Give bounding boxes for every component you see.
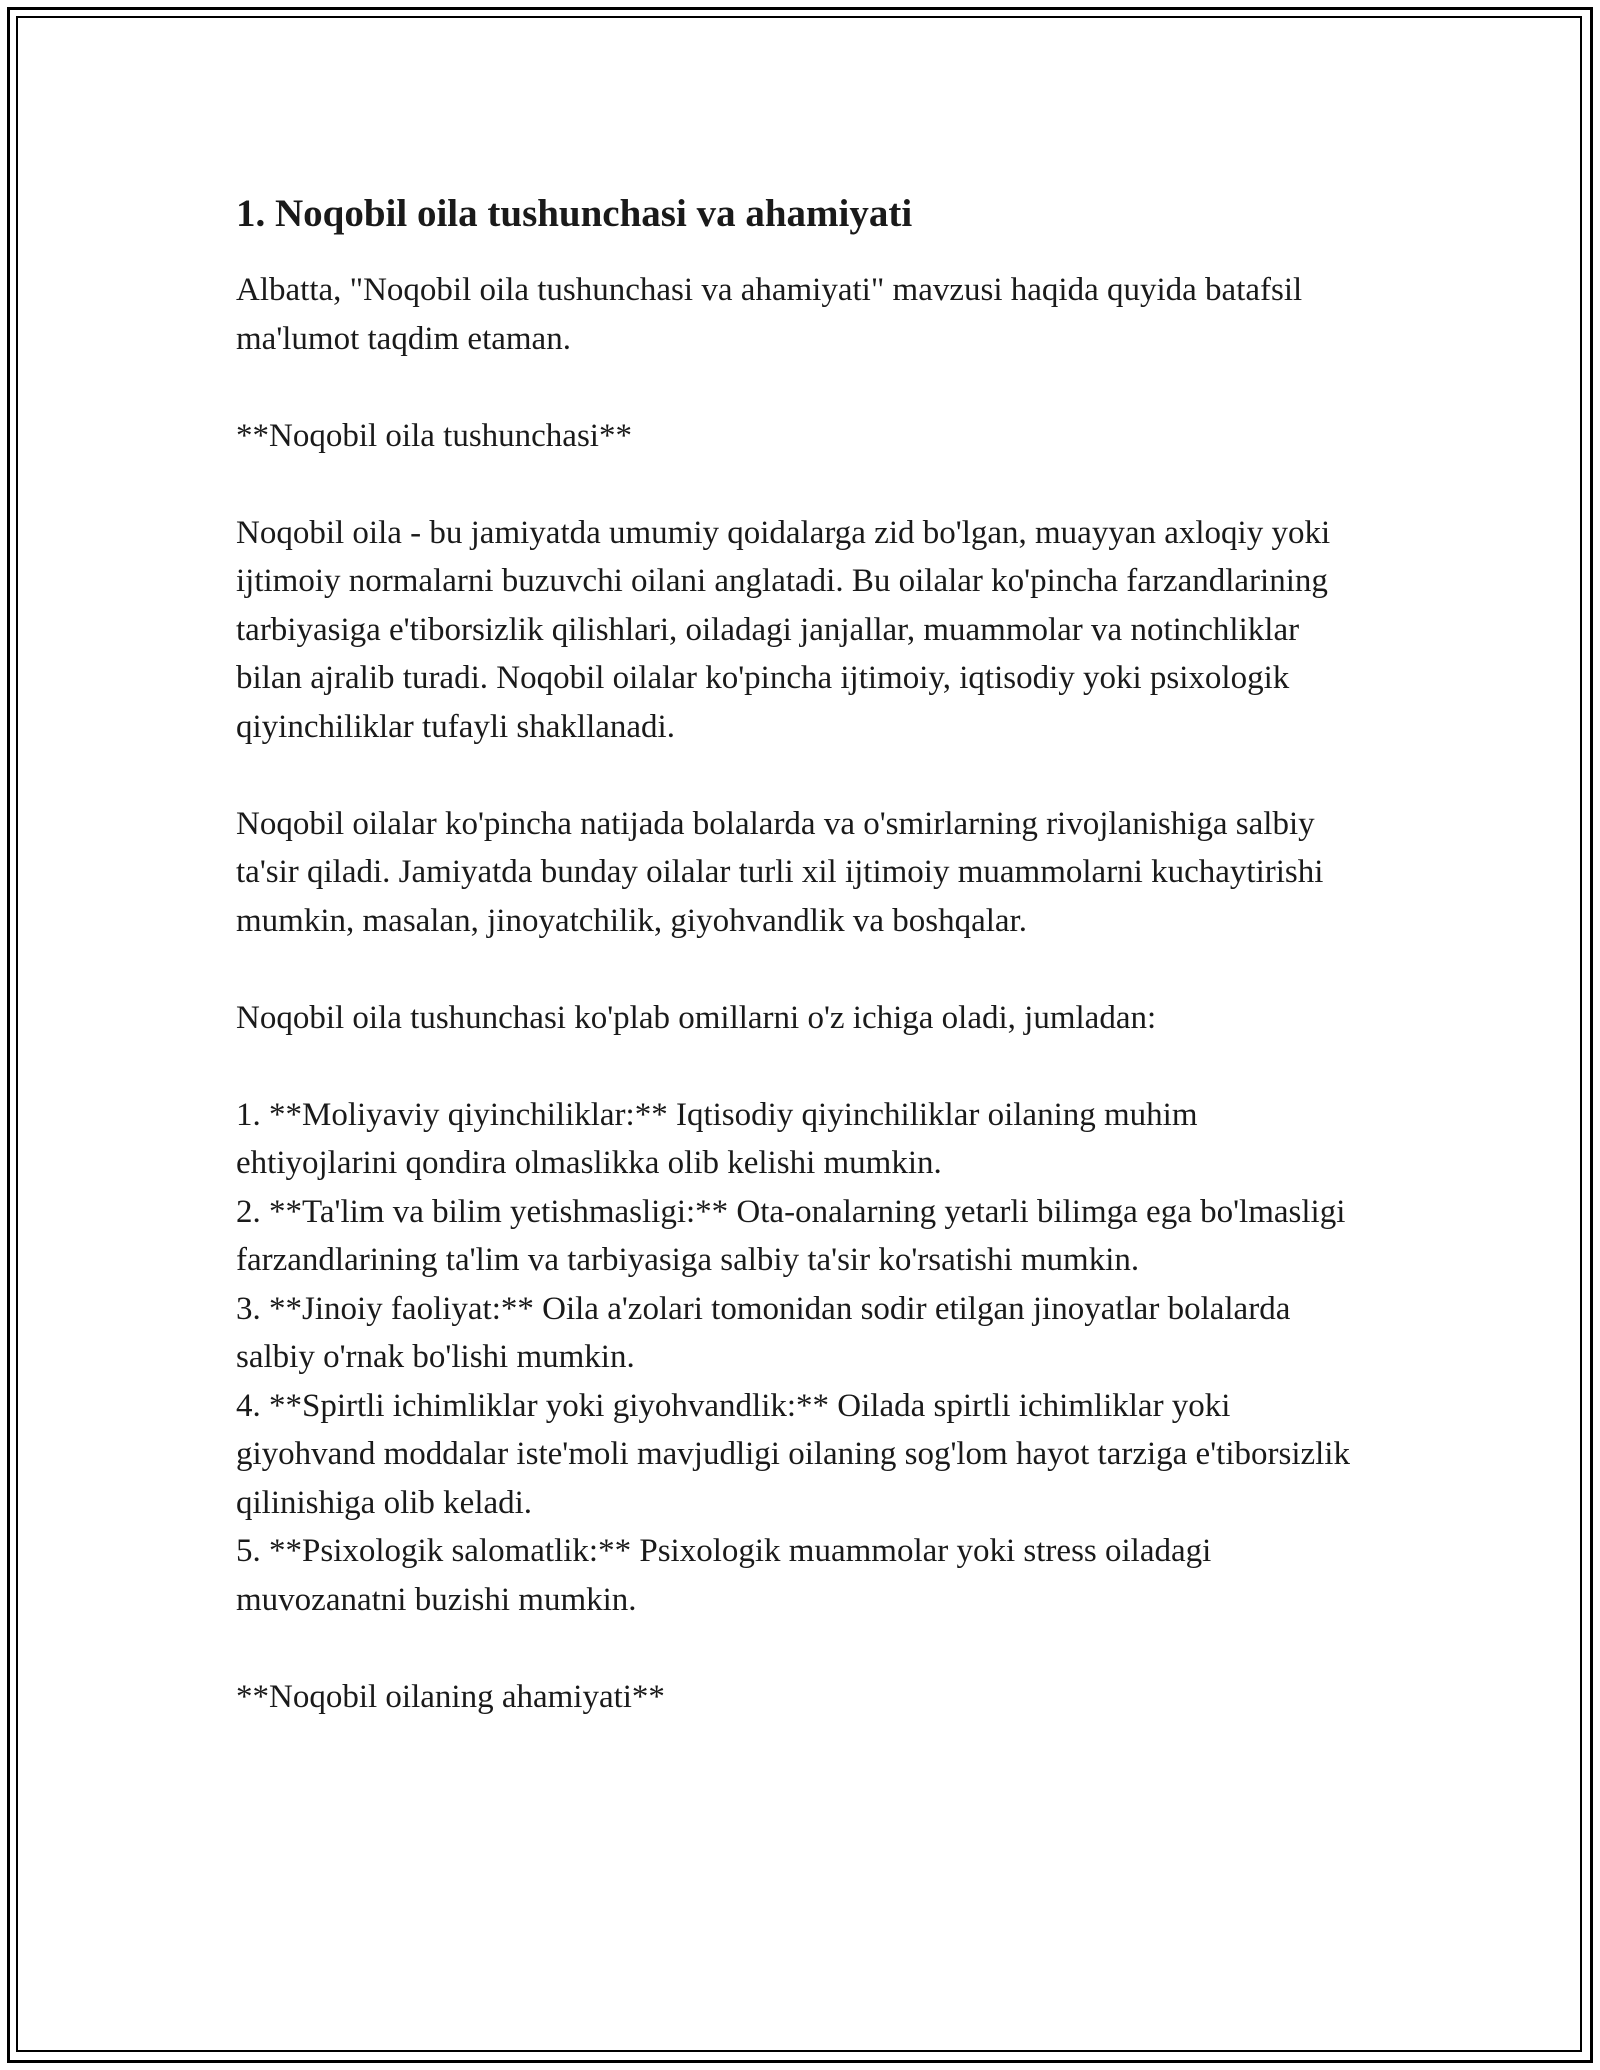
concept-heading: **Noqobil oila tushunchasi** xyxy=(236,417,632,454)
document-body xyxy=(236,190,1366,1770)
factor-item-substance: 4. **Spirtli ichimliklar yoki giyohvandlik:** Oilada spirtli ichimliklar yoki giyohvand moddalar iste'moli mavjudligi oilaning sog'lom hayot tarziga e'tiborsizlik qilinishiga olib keladi. xyxy=(236,1387,1350,1521)
definition-paragraph: Noqobil oila - bu jamiyatda umumiy qoidalarga zid bo'lgan, muayyan axloqiy yoki ijtimoiy normalarni buzuvchi oilani anglatadi. Bu oilalar ko'pincha farzandlarining tarbiyasiga e'tiborsizlik qilishlari, oiladagi janjallar, muammolar va notinchliklar bilan ajralib turadi. Noqobil oilalar ko'pincha ijtimoiy, iqtisodiy yoki psixologik qiyinchiliklar tufayli shakllanadi. xyxy=(236,514,1331,745)
factors-list xyxy=(236,1091,1366,1625)
effects-paragraph: Noqobil oilalar ko'pincha natijada bolalarda va o'smirlarning rivojlanishiga salbiy ta'sir qiladi. Jamiyatda bunday oilalar turli xil ijtimoiy muammolarni kuchaytirishi mumkin, masalan, jinoyatchilik, giyohvandlik va boshqalar. xyxy=(236,805,1324,939)
factor-item-psychological: 5. **Psixologik salomatlik:** Psixologik muammolar yoki stress oiladagi muvozanatni buzishi mumkin. xyxy=(236,1533,1212,1618)
factor-item-education: 2. **Ta'lim va bilim yetishmasligi:** Ota-onalarning yetarli bilimga ega bo'lmasligi farzandlarining ta'lim va tarbiyasiga salbiy ta'sir ko'rsatishi mumkin. xyxy=(236,1193,1346,1278)
importance-heading: **Noqobil oilaning ahamiyati** xyxy=(236,1678,665,1715)
factor-item-financial: 1. **Moliyaviy qiyinchiliklar:** Iqtisodiy qiyinchiliklar oilaning muhim ehtiyojlarini qondira olmaslikka olib kelishi mumkin. xyxy=(236,1096,1198,1181)
factors-intro-paragraph: Noqobil oila tushunchasi ko'plab omillarni o'z ichiga oladi, jumladan: xyxy=(236,999,1157,1036)
factor-item-criminal: 3. **Jinoiy faoliyat:** Oila a'zolari tomonidan sodir etilgan jinoyatlar bolalarda salbiy o'rnak bo'lishi mumkin. xyxy=(236,1290,1291,1375)
document-title: 1. Noqobil oila tushunchasi va ahamiyati xyxy=(236,192,913,235)
intro-paragraph: Albatta, "Noqobil oila tushunchasi va ahamiyati" mavzusi haqida quyida batafsil ma'lumot taqdim etaman. xyxy=(236,272,1303,357)
